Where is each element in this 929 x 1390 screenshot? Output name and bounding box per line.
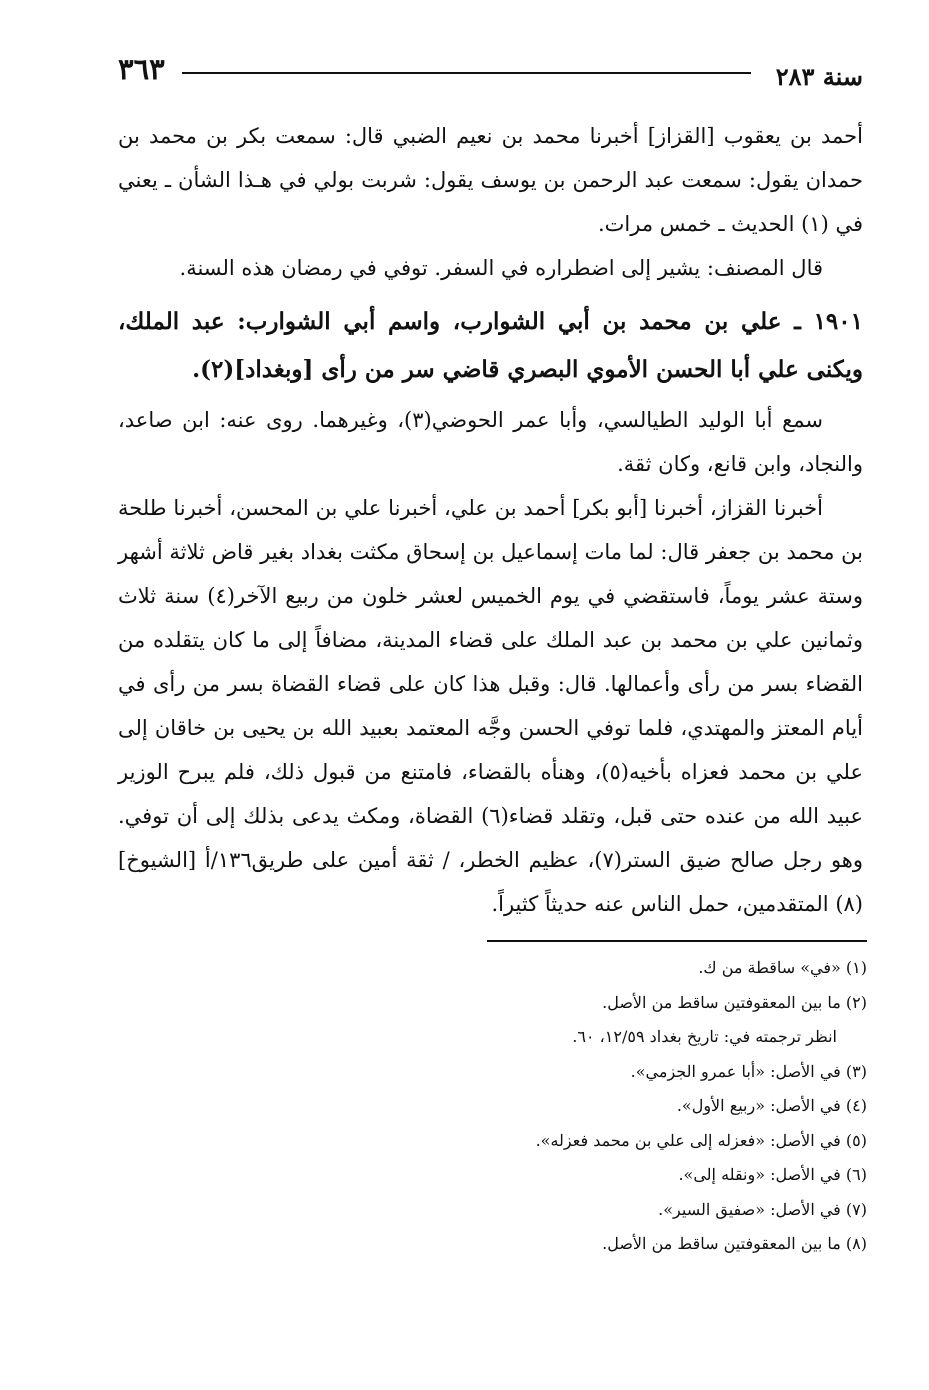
footnote-5: (٥) في الأصل: «فعزله إلى علي بن محمد فعزله». — [535, 1130, 867, 1150]
paragraph-1 — [118, 114, 863, 290]
running-header — [118, 52, 863, 92]
footnote-2: (٢) ما بين المعقوفتين ساقط من الأصل. — [602, 992, 867, 1012]
footnote-7: (٧) في الأصل: «صفيق السير». — [658, 1199, 867, 1219]
footnote-1: (١) «في» ساقطة من ك. — [698, 958, 867, 977]
footnote-8: (٨) ما بين المعقوفتين ساقط من الأصل. — [602, 1234, 867, 1253]
footnote-rule — [487, 940, 867, 942]
author-note: قال المصنف: يشير إلى اضطراره في السفر. توفي في رمضان هذه السنة. — [179, 256, 823, 280]
footnote-6: (٦) في الأصل: «ونقله إلى». — [678, 1165, 867, 1184]
paragraph-4: أخبرنا القزاز، أخبرنا [أبو بكر] أحمد بن علي، أخبرنا علي بن المحسن، أخبرنا طلحة بن محمد بن جعفر قال: لما مات إسماعيل بن إسحاق مكثت بغداد بغير قاض ثلاثة أشهر وستة عشر يوماً، فاستقضي في يوم الخميس لعشر خلون من ربيع الآخر(٤) سنة ثلاث وثمانين علي بن محمد بن عبد الملك على قضاء المدينة، مضافاً إلى ما كان يتقلده من القضاء بسر من رأى وأعمالها. قال: وقبل هذا كان على قضاء القضاة بسر من رأى في أيام المعتز والمهتدي، فلما توفي الحسن وجَّه المعتمد بعبيد الله بن يحيى بن خاقان إلى علي بن محمد فعزاه بأخيه(٥)، وهنأه بالقضاء، فامتنع من قبول ذلك، فلم يبرح الوزير عبيد الله من عنده حتى قبل، وتقلد قضاء(٦) القضاة، ومكث يدعى بذلك إلى أن توفي. وهو رجل صالح ضيق الستر(٧)، عظيم الخطر، / ثقة أمين على طريق١٣٦/أ [الشيوخ](٨) المتقدمين، حمل الناس عنه حديثاً كثيراً. — [118, 496, 864, 916]
header-rule — [182, 72, 751, 74]
footnote-2-reference: انظر ترجمته في: تاريخ بغداد ١٢/٥٩، ٦٠. — [572, 1027, 837, 1046]
footnote-3: (٣) في الأصل: «أبا عمرو الجزمي». — [630, 1061, 867, 1081]
entry-heading: ١٩٠١ ـ علي بن محمد بن أبي الشوارب، واسم أبي الشوارب: عبد الملك، ويكنى علي أبا الحسن الأموي البصري قاضي سر من رأى [وبغداد](٢). — [118, 308, 863, 383]
footnote-4: (٤) في الأصل: «ربيع الأول». — [676, 1096, 867, 1115]
year-label: سنة ٢٨٣ — [775, 62, 863, 91]
paragraph-text: أحمد بن يعقوب [القزاز] أخبرنا محمد بن نعيم الضبي قال: سمعت بكر بن محمد بن حمدان يقول: سمعت عبد الرحمن بن يوسف يقول: شربت بولي في هـذا الشأن ـ يعني في (١) الحديث ـ خمس مرات. — [118, 124, 863, 236]
footnotes — [247, 951, 867, 1262]
page-number: ٣٦٣ — [118, 52, 165, 86]
paragraph-3: سمع أبا الوليد الطيالسي، وأبا عمر الحوضي(٣)، وغيرهما. روى عنه: ابن صاعد، والنجاد، وابن قانع، وكان ثقة. — [118, 408, 863, 476]
